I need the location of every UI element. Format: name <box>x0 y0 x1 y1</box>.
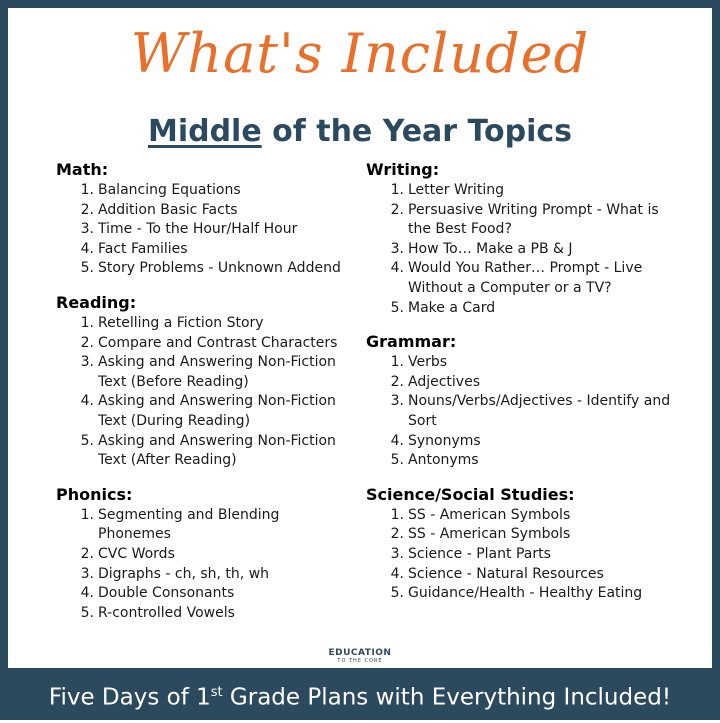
list-item-text: Compare and Contrast Characters <box>98 334 338 351</box>
list-item-text: Digraphs - ch, sh, th, wh <box>98 565 270 582</box>
list-number: 1. <box>390 182 404 198</box>
list-item <box>366 432 676 452</box>
list-item <box>366 353 676 373</box>
section-reading <box>56 293 356 471</box>
list-item-text: Guidance/Health - Healthy Eating <box>408 585 643 602</box>
list-item <box>56 201 356 221</box>
section-title: Science/Social Studies: <box>366 484 575 504</box>
list-item <box>56 584 356 604</box>
list-item-text: Asking and Answering Non-Fiction Text (After Reading) <box>98 432 336 469</box>
list-item <box>366 392 676 431</box>
list-number: 5. <box>80 432 94 449</box>
list-number: 2. <box>80 201 94 218</box>
list-item <box>56 259 356 279</box>
list-item <box>56 506 356 545</box>
list-item-text: Segmenting and Blending Phonemes <box>98 506 280 543</box>
list-number: 2. <box>390 373 404 390</box>
list-item <box>366 565 676 585</box>
list-item-text: CVC Words <box>98 545 175 562</box>
banner-text-before: Five Days of 1 <box>48 684 211 711</box>
list-item <box>56 334 356 354</box>
list-item-text: Balancing Equations <box>98 182 241 198</box>
list-number: 3. <box>390 240 404 257</box>
list-number: 2. <box>80 334 94 351</box>
section-grammar <box>366 332 676 471</box>
list-item <box>366 584 676 604</box>
list-item <box>56 220 356 240</box>
list-item <box>366 525 676 545</box>
education-to-the-core-logo <box>8 648 712 664</box>
content-area <box>8 8 712 668</box>
list-item <box>366 181 676 201</box>
list-item-text: Nouns/Verbs/Adjectives - Identify and Sort <box>408 393 671 429</box>
list-number: 1. <box>390 506 404 523</box>
list-item-text: Persuasive Writing Prompt - What is the Best Food? <box>408 201 659 238</box>
list-item <box>366 545 676 565</box>
list-item <box>56 392 356 431</box>
list-number: 5. <box>80 260 94 277</box>
section-title: Writing: <box>366 160 440 179</box>
list-item <box>56 240 356 260</box>
list-item <box>56 181 356 201</box>
list-item-text: Make a Card <box>408 299 496 316</box>
list-item-text: SS - American Symbols <box>408 506 571 523</box>
list-item-text: Synonyms <box>408 432 481 449</box>
logo-line1: EDUCATION <box>328 648 392 658</box>
list-number: 1. <box>80 506 94 523</box>
list-item <box>366 201 676 240</box>
left-column <box>56 160 356 637</box>
list-item-text: Science - Plant Parts <box>408 545 551 562</box>
list-number: 3. <box>390 393 404 410</box>
list-item-text: Addition Basic Facts <box>98 201 238 218</box>
list-item <box>56 545 356 565</box>
list-number: 5. <box>390 299 404 316</box>
list-item-text: Double Consonants <box>98 585 235 602</box>
topic-list <box>56 181 356 279</box>
right-column <box>366 160 676 618</box>
list-item-text: Would You Rather… Prompt - Live Without a Computer or a TV? <box>408 260 643 296</box>
list-number: 4. <box>390 260 404 277</box>
topic-list <box>366 181 676 318</box>
list-item <box>366 373 676 393</box>
section-phonics <box>56 485 356 624</box>
list-item-text: Retelling a Fiction Story <box>98 314 264 331</box>
list-item <box>56 353 356 392</box>
section-writing <box>366 160 676 318</box>
list-number: 4. <box>390 565 404 582</box>
list-item-text: Letter Writing <box>408 182 504 198</box>
list-item-text: R-controlled Vowels <box>98 604 235 621</box>
topic-list <box>56 314 356 471</box>
list-number: 1. <box>390 354 404 371</box>
list-item-text: How To… Make a PB & J <box>408 240 573 257</box>
list-number: 4. <box>80 240 94 257</box>
list-item-text: Asking and Answering Non-Fiction Text (During Reading) <box>98 393 336 429</box>
banner-text-after: Grade Plans with Everything Included! <box>222 684 672 711</box>
list-number: 4. <box>390 432 404 449</box>
list-number: 4. <box>80 585 94 602</box>
section-title: Phonics: <box>56 484 133 504</box>
list-number: 3. <box>390 545 404 562</box>
list-number: 2. <box>390 526 404 543</box>
list-item-text: Fact Families <box>98 240 188 257</box>
list-item <box>366 259 676 298</box>
list-item <box>366 240 676 260</box>
list-item <box>56 314 356 334</box>
list-number: 5. <box>80 604 94 621</box>
footer-banner <box>0 668 720 720</box>
list-number: 3. <box>80 354 94 371</box>
topic-list <box>366 353 676 471</box>
topic-list <box>366 506 676 604</box>
list-item <box>56 604 356 624</box>
list-item-text: Asking and Answering Non-Fiction Text (Before Reading) <box>98 354 336 390</box>
list-item-text: SS - American Symbols <box>408 526 571 543</box>
list-number: 5. <box>390 585 404 602</box>
section-science-social-studies <box>366 485 676 604</box>
list-item-text: Story Problems - Unknown Addend <box>98 260 341 277</box>
logo-line2: TO THE CORE <box>337 658 383 664</box>
section-title: Reading: <box>56 292 137 312</box>
list-number: 2. <box>390 201 404 218</box>
page-subtitle <box>8 114 712 149</box>
list-item <box>56 432 356 471</box>
list-number: 2. <box>80 545 94 562</box>
list-item <box>366 506 676 526</box>
list-number: 1. <box>80 314 94 331</box>
list-number: 3. <box>80 565 94 582</box>
section-math <box>56 160 356 279</box>
list-item <box>366 299 676 319</box>
topic-list <box>56 506 356 624</box>
list-number: 4. <box>80 393 94 410</box>
list-item-text: Time - To the Hour/Half Hour <box>98 221 298 238</box>
list-number: 1. <box>80 182 94 198</box>
page-title: What's Included <box>130 22 590 85</box>
list-number: 5. <box>390 452 404 469</box>
list-item-text: Antonyms <box>408 452 479 469</box>
subtitle-rest: of the Year Topics <box>261 114 573 149</box>
list-item-text: Adjectives <box>408 373 480 390</box>
section-title: Grammar: <box>366 332 457 352</box>
list-item-text: Science - Natural Resources <box>408 565 604 582</box>
list-item <box>366 451 676 471</box>
section-title: Math: <box>56 160 109 179</box>
banner-superscript: st <box>210 685 223 700</box>
list-item-text: Verbs <box>408 354 448 371</box>
list-number: 3. <box>80 221 94 238</box>
list-item <box>56 565 356 585</box>
subtitle-underlined: Middle <box>147 114 262 149</box>
